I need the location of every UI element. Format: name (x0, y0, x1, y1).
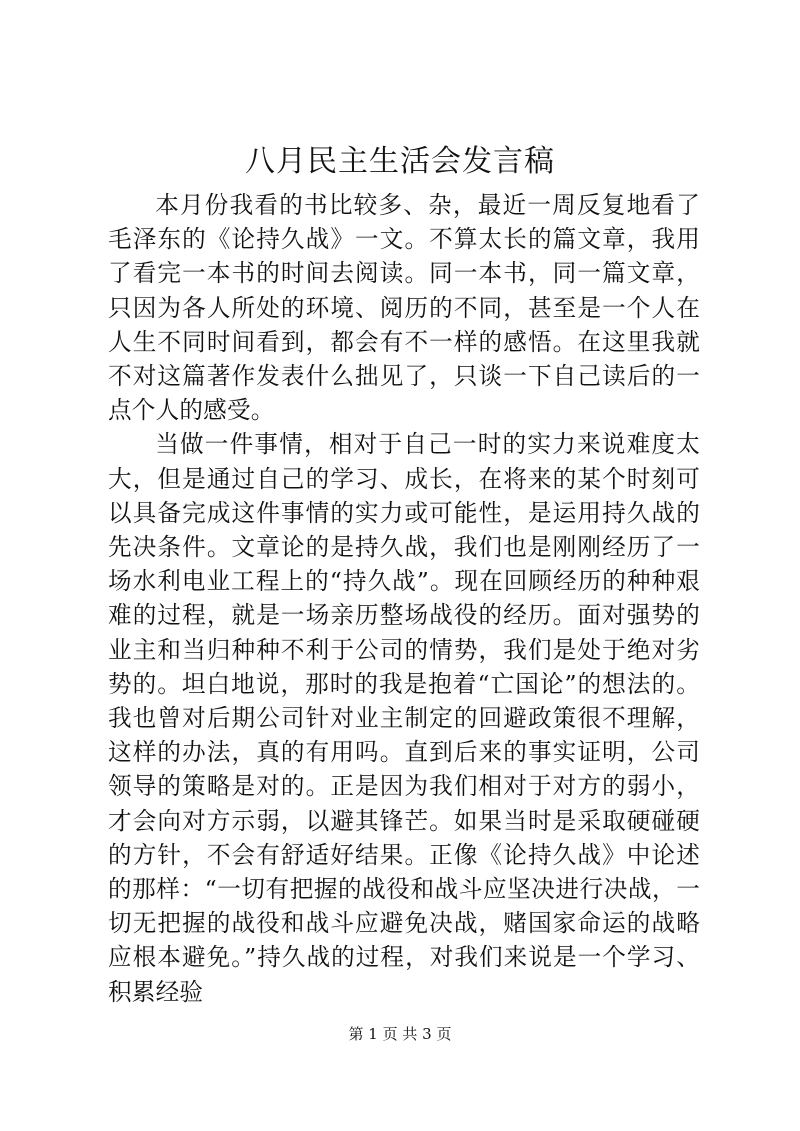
paragraph-1: 本月份我看的书比较多、杂，最近一周反复地看了毛泽东的《论持久战》一文。不算太长的篇文章，我用了看完一本书的时间去阅读。同一本书，同一篇文章，只因为各人所处的环境、阅历的不同，甚至是一个人在人生不同时间看到，都会有不一样的感悟。在这里我就不对这篇著作发表什么拙见了，只谈一下自己读后的一点个人的感受。 (108, 191, 700, 425)
document-title: 八月民主生活会发言稿 (245, 144, 555, 179)
document-body (108, 188, 700, 1009)
paragraph-2: 当做一件事情，相对于自己一时的实力来说难度太大，但是通过自己的学习、成长，在将来的某个时刻可以具备完成这件事情的实力或可能性，是运用持久战的先决条件。文章论的是持久战，我们也是刚刚经历了一场水利电业工程上的“持久战”。现在回顾经历的种种艰难的过程，就是一场亲历整场战役的经历。面对强势的业主和当归种种不利于公司的情势，我们是处于绝对劣势的。坦白地说，那时的我是抱着“亡国论”的想法的。我也曾对后期公司针对业主制定的回避政策很不理解，这样的办法，真的有用吗。直到后来的事实证明，公司领导的策略是对的。正是因为我们相对于对方的弱小，才会向对方示弱，以避其锋芒。如果当时是采取硬碰硬的方针，不会有舒适好结果。正像《论持久战》中论述的那样：“一切有把握的战役和战斗应坚决进行决战，一切无把握的战役和战斗应避免决战，赌国家命运的战略应根本避免。”持久战的过程，对我们来说是一个学习、积累经验 (108, 430, 700, 1006)
page-footer: 第 1 页 共 3 页 (348, 1025, 452, 1043)
